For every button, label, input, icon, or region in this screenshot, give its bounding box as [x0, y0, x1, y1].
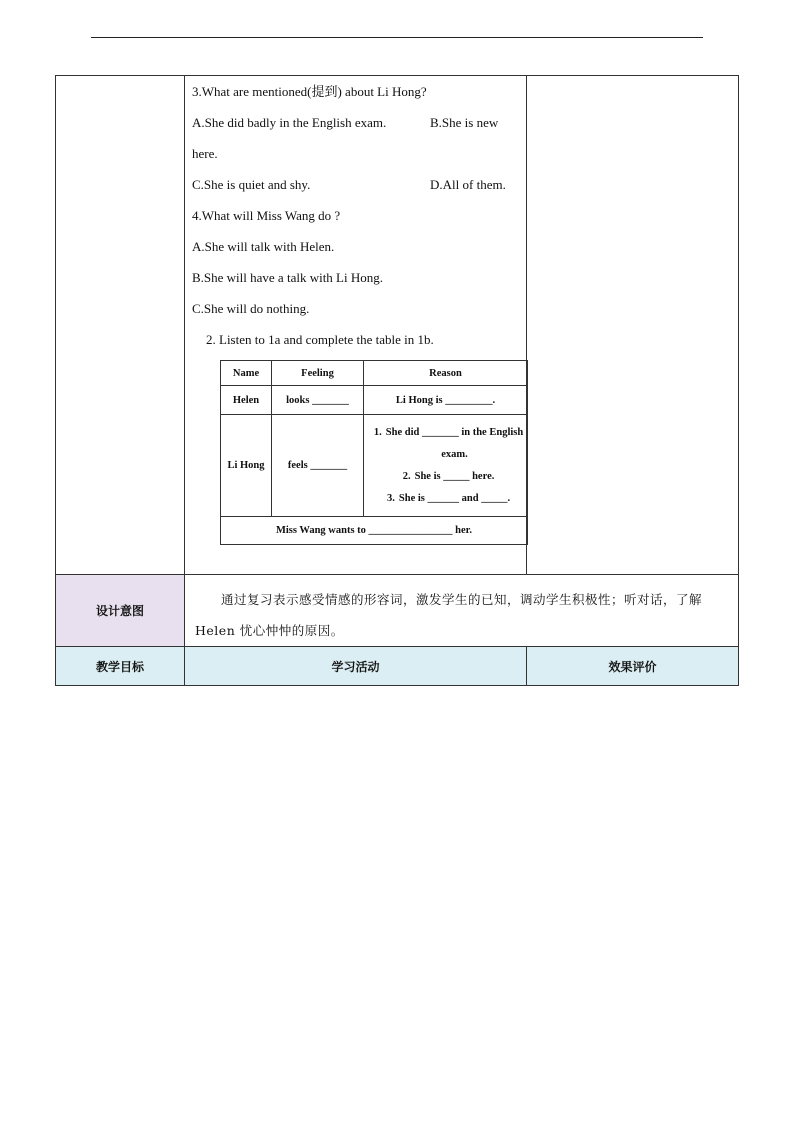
header-reason: Reason — [364, 361, 528, 386]
option-3a: A.She did badly in the English exam. — [192, 115, 387, 130]
row-helen — [221, 386, 528, 415]
row-footer — [221, 517, 528, 545]
question-3: 3.What are mentioned(提到) about Li Hong? — [192, 84, 427, 99]
option-4c: C.She will do nothing. — [192, 301, 310, 316]
option-4a: A.She will talk with Helen. — [192, 239, 335, 254]
header-rule — [91, 37, 703, 38]
option-3b-continued: here. — [192, 146, 218, 161]
task-2-instruction: 2. Listen to 1a and complete the table in 1b. — [206, 332, 434, 347]
purpose-text: 通过复习表示感受情感的形容词，激发学生的已知，调动学生积极性；听对话，了解 Helen 忧心忡忡的原因。 — [185, 575, 739, 647]
option-3c: C.She is quiet and shy. — [192, 177, 311, 192]
reason-1-continued: exam. — [441, 448, 468, 460]
lihong-reasons — [364, 415, 528, 517]
goal-cell-empty — [56, 76, 185, 575]
row-lihong — [221, 415, 528, 517]
question-3-options-cd — [192, 176, 526, 207]
header-activity: 学习活动 — [185, 647, 527, 686]
header-goal: 教学目标 — [56, 647, 185, 686]
evaluation-cell-empty — [527, 76, 739, 575]
purpose-row — [56, 575, 739, 647]
helen-reason: Li Hong is _________. — [364, 386, 528, 415]
section-header-row — [56, 647, 739, 686]
header-evaluation: 效果评价 — [527, 647, 739, 686]
purpose-label: 设计意图 — [56, 575, 185, 647]
reason-3: 3. She is ______ and _____. — [386, 492, 511, 504]
content-row — [56, 76, 739, 575]
helen-name: Helen — [221, 386, 272, 415]
header-feeling: Feeling — [272, 361, 364, 386]
header-name: Name — [221, 361, 272, 386]
feelings-table-header — [221, 361, 528, 386]
lihong-feeling: feels _______ — [272, 415, 364, 517]
lesson-plan-table — [55, 75, 739, 686]
helen-feeling: looks _______ — [272, 386, 364, 415]
feelings-table — [220, 360, 528, 545]
lihong-name: Li Hong — [221, 415, 272, 517]
option-4b: B.She will have a talk with Li Hong. — [192, 270, 384, 285]
reason-1: 1. She did _______ in the English — [373, 426, 524, 438]
footer-sentence: Miss Wang wants to ________________ her. — [221, 517, 528, 545]
question-4: 4.What will Miss Wang do ? — [192, 208, 341, 223]
option-3d: D.All of them. — [430, 177, 506, 192]
option-3b: B.She is new — [430, 115, 499, 130]
reason-2: 2. She is _____ here. — [402, 470, 495, 482]
activity-cell — [185, 76, 527, 575]
question-3-options-ab — [192, 114, 526, 145]
